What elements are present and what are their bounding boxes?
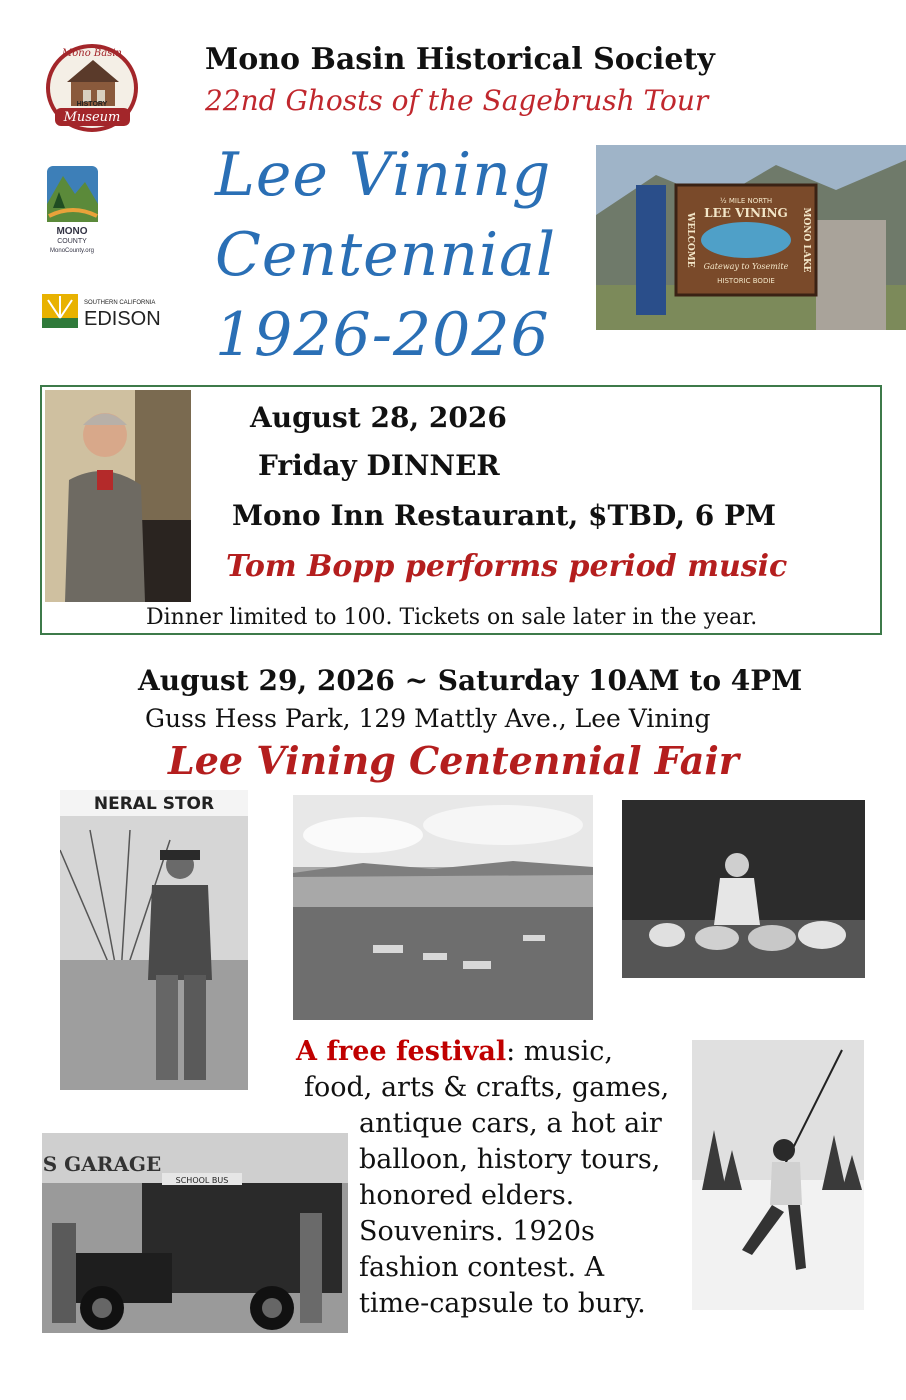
- festival-lead: A free festival: [296, 1036, 507, 1067]
- festival-line-1: [296, 1034, 686, 1070]
- store-sign-text: NERAL STOR: [93, 794, 215, 814]
- festival-line-1-rest: : music,: [506, 1036, 613, 1067]
- tour-title: 22nd Ghosts of the Sagebrush Tour: [205, 84, 709, 117]
- bus-sign-text: SCHOOL BUS: [175, 1176, 229, 1185]
- edison-logo: [42, 292, 177, 332]
- festival-line-2: food, arts & crafts, games,: [304, 1072, 670, 1103]
- general-store-photo: [60, 790, 248, 1090]
- fair-title: Lee Vining Centennial Fair: [168, 738, 739, 783]
- welcome-sign-photo: [596, 145, 906, 330]
- festival-line-7: fashion contest. A: [359, 1252, 605, 1283]
- skier-photo: [692, 1040, 864, 1310]
- society-name: Mono Basin Historical Society: [205, 42, 715, 77]
- garage-sign-text: S GARAGE: [42, 1152, 162, 1176]
- dinner-day: Friday DINNER: [258, 449, 500, 482]
- title-line-2: Centennial: [215, 220, 557, 290]
- sign-right-text: MONO LAKE: [801, 207, 811, 273]
- sign-bottom-text: HISTORIC BODIE: [717, 277, 775, 285]
- sign-tagline-text: Gateway to Yosemite: [703, 262, 789, 271]
- pianist-photo: [45, 390, 191, 602]
- mono-county-name: MONO: [56, 226, 88, 237]
- edison-small-text: SOUTHERN CALIFORNIA: [84, 300, 156, 306]
- festival-line-4: balloon, history tours,: [359, 1144, 661, 1175]
- museum-logo-mid: HISTORY: [76, 101, 108, 108]
- museum-logo: [45, 42, 140, 134]
- sign-name-text: LEE VINING: [704, 206, 788, 220]
- festival-line-3: antique cars, a hot air: [359, 1108, 662, 1139]
- fair-location: Guss Hess Park, 129 Mattly Ave., Lee Vining: [145, 704, 711, 733]
- museum-logo-bottom: Museum: [63, 110, 121, 125]
- festival-line-5: honored elders.: [359, 1180, 575, 1211]
- museum-logo-top: Mono Basin: [62, 48, 122, 59]
- title-line-1: Lee Vining: [215, 140, 552, 210]
- dinner-date: August 28, 2026: [250, 401, 507, 434]
- festival-line-6: Souvenirs. 1920s: [359, 1216, 595, 1247]
- dinner-performer: Tom Bopp performs period music: [226, 549, 788, 584]
- sign-left-text: WELCOME: [685, 212, 695, 268]
- mono-county-sub: COUNTY: [57, 238, 87, 245]
- mono-county-url: MonoCounty.org: [50, 248, 94, 254]
- mono-county-logo: [45, 164, 100, 256]
- fair-date-time: August 29, 2026 ~ Saturday 10AM to 4PM: [138, 664, 803, 697]
- dinner-venue: Mono Inn Restaurant, $TBD, 6 PM: [232, 499, 777, 532]
- festival-description: [296, 1034, 686, 1322]
- title-line-3: 1926-2026: [215, 300, 550, 370]
- town-aerial-photo: [293, 795, 593, 1020]
- festival-line-8: time-capsule to bury.: [359, 1288, 646, 1319]
- edison-name: EDISON: [84, 308, 161, 330]
- dinner-note: Dinner limited to 100. Tickets on sale later in the year.: [146, 605, 758, 630]
- basket-weaver-photo: [622, 800, 865, 978]
- sign-top-text: ½ MILE NORTH: [719, 197, 773, 205]
- dinner-panel: [40, 385, 882, 635]
